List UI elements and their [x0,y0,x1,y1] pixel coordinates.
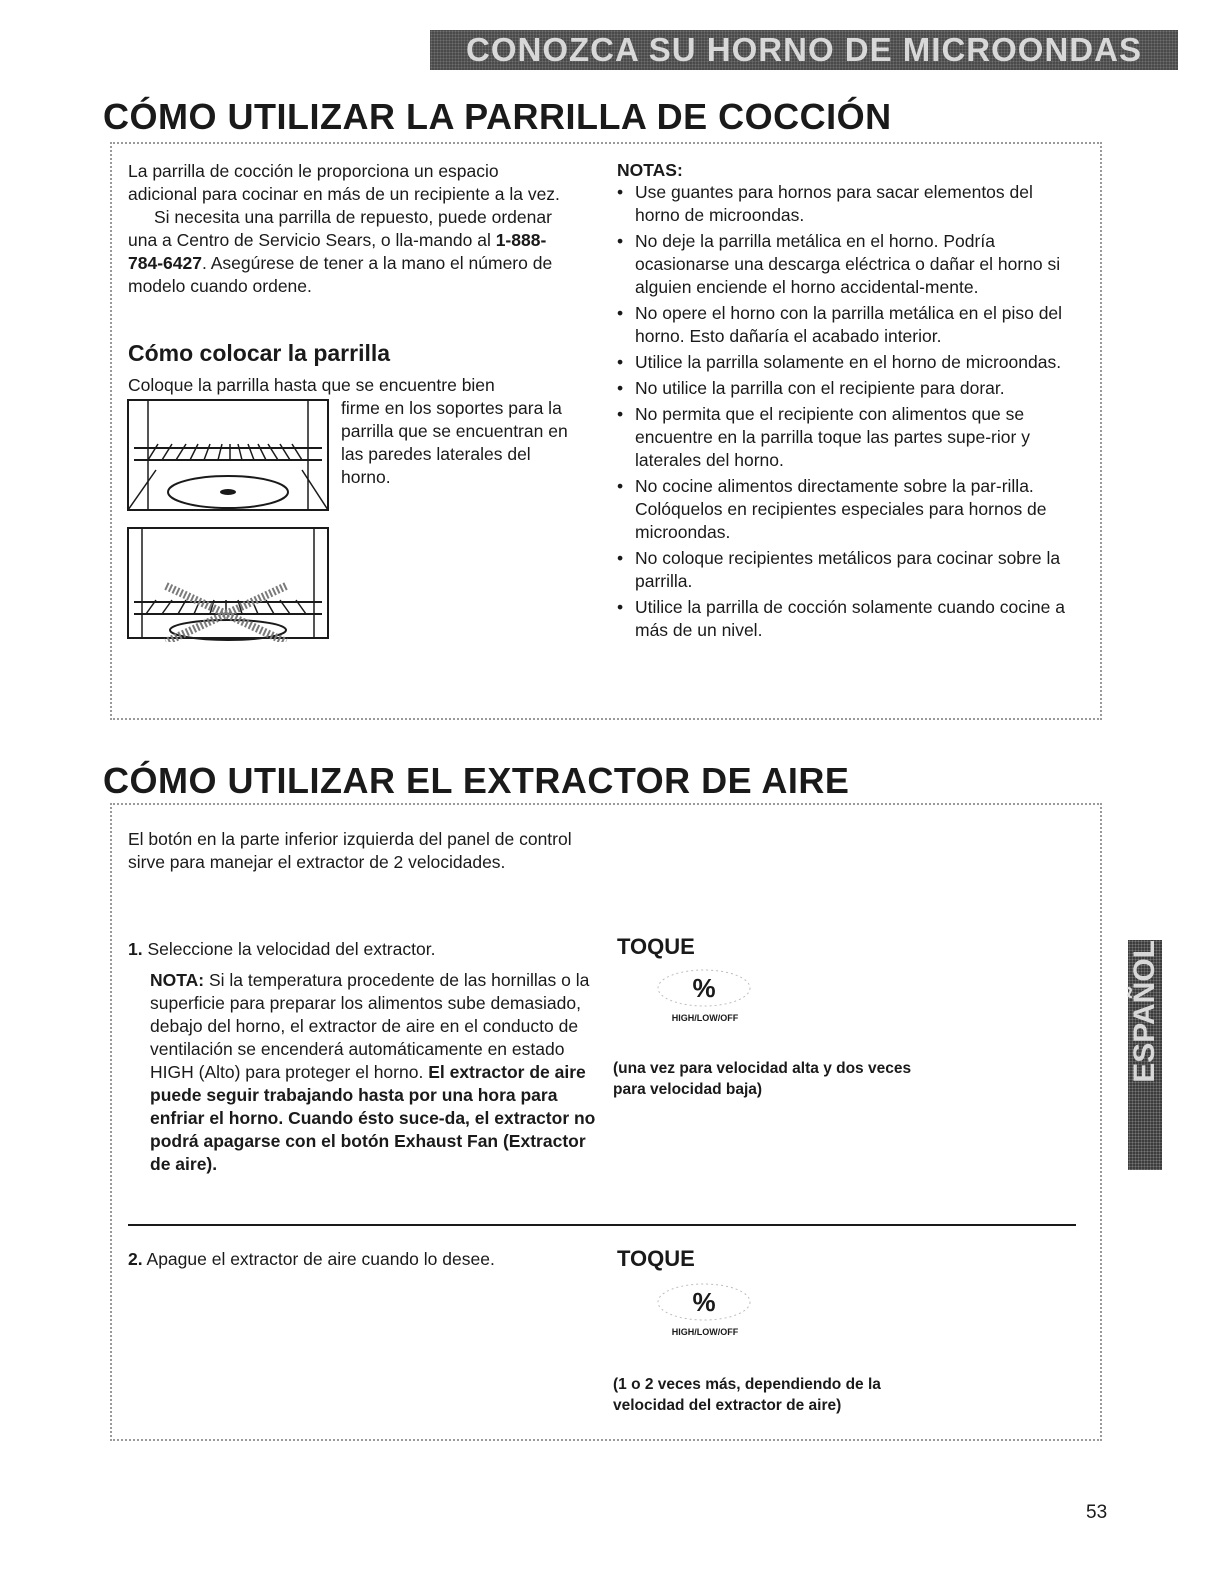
exhaust-step-1 [128,938,598,1176]
header-banner [430,30,1178,70]
rack-incorrect-illustration [126,526,332,642]
exhaust-intro: El botón en la parte inferior izquierda del panel de control sirve para manejar el extractor de 2 velocidades. [128,829,572,872]
rack-notes [617,160,1077,645]
rack-placement-text: firme en los soportes para la parrilla que se encuentran en las paredes laterales del horno. [341,398,568,487]
note-item: • No opere el horno con la parrilla metálica en el piso del horno. Esto dañaría el acabado interior. [617,302,1077,348]
rack-replacement-paragraph: Si necesita una parrilla de repuesto, puede ordenar una a Centro de Servicio Sears, o lla-mando al 1-888-784-6427. Asegúrese de tener a la mano el número de modelo cuando ordene. [128,207,553,296]
rack-intro-paragraph: La parrilla de cocción le proporciona un espacio adicional para cocinar en más de un recipiente a la vez. [128,161,560,204]
fan-icon [640,1280,770,1324]
note-item: • No coloque recipientes metálicos para cocinar sobre la parrilla. [617,547,1077,593]
note-item: • Utilice la parrilla solamente en el horno de microondas. [617,351,1077,374]
step-1-note: NOTA: Si la temperatura procedente de las hornillas o la superficie para preparar los alimentos sube demasiado, debajo del horno, el extractor de aire en el conducto de ventilación se encenderá automáticamente en estado HIGH (Alto) para proteger el horno. El extractor de aire puede seguir trabajando hasta por una hora para enfriar el horno. Cuando ésto suce-da, el extractor no podrá apagarse con el botón Exhaust Fan (Extractor de aire). [150,970,596,1174]
rack-intro [128,160,568,298]
note-item: • No utilice la parrilla con el recipiente para dorar. [617,377,1077,400]
step-divider [128,1224,1076,1226]
svg-text:%: % [692,1287,716,1317]
toque-label-1: TOQUE [617,934,695,959]
note-item: • Utilice la parrilla de cocción solamente cuando cocine a más de un nivel. [617,596,1077,642]
rack-correct-illustration [126,398,332,514]
toque-label-2: TOQUE [617,1246,695,1271]
note-item: • No deje la parrilla metálica en el horno. Podría ocasionarse una descarga eléctrica o dañar el horno si alguien enciende el horno accidental-mente. [617,230,1077,299]
note-item: • Use guantes para hornos para sacar elementos del horno de microondas. [617,181,1077,227]
note-item: • No cocine alimentos directamente sobre la par-rilla. Colóquelos en recipientes especiales para hornos de microondas. [617,475,1077,544]
note-item: • No permita que el recipiente con alimentos que se encuentre en la parrilla toque las partes supe-rior y laterales del horno. [617,403,1077,472]
step-1-caption: (una vez para velocidad alta y dos veces para velocidad baja) [613,1060,912,1098]
language-label: ESPAÑOL [1128,940,1161,1083]
page-number: 53 [1086,1502,1108,1523]
section-title-rack: CÓMO UTILIZAR LA PARRILLA DE COCCIÓN [103,96,892,137]
fan-icon [640,966,770,1010]
exhaust-fan-button-2[interactable] [640,1280,770,1340]
step-2-caption: (1 o 2 veces más, dependiendo de la velocidad del extractor de aire) [613,1376,881,1414]
step-2-text: 2. Apague el extractor de aire cuando lo desee. [128,1249,495,1269]
banner-text: CONOZCA SU HORNO DE MICROONDAS [466,31,1142,68]
exhaust-fan-button-1[interactable] [640,966,770,1026]
fan-button-label: HIGH/LOW/OFF [671,1013,739,1023]
language-side-tab [1128,940,1162,1170]
svg-text:%: % [692,973,716,1003]
rack-placement-line1: Coloque la parrilla hasta que se encuentre bien [128,375,495,395]
notes-list [617,181,1077,642]
fan-button-label: HIGH/LOW/OFF [671,1327,739,1337]
notes-title: NOTAS: [617,160,683,180]
step-1-text: 1. Seleccione la velocidad del extractor. [128,939,436,959]
sears-phone-number: 1-888-784-6427 [128,230,547,273]
section-title-exhaust: CÓMO UTILIZAR EL EXTRACTOR DE AIRE [103,760,850,801]
rack-placement-subtitle: Cómo colocar la parrilla [128,340,391,366]
